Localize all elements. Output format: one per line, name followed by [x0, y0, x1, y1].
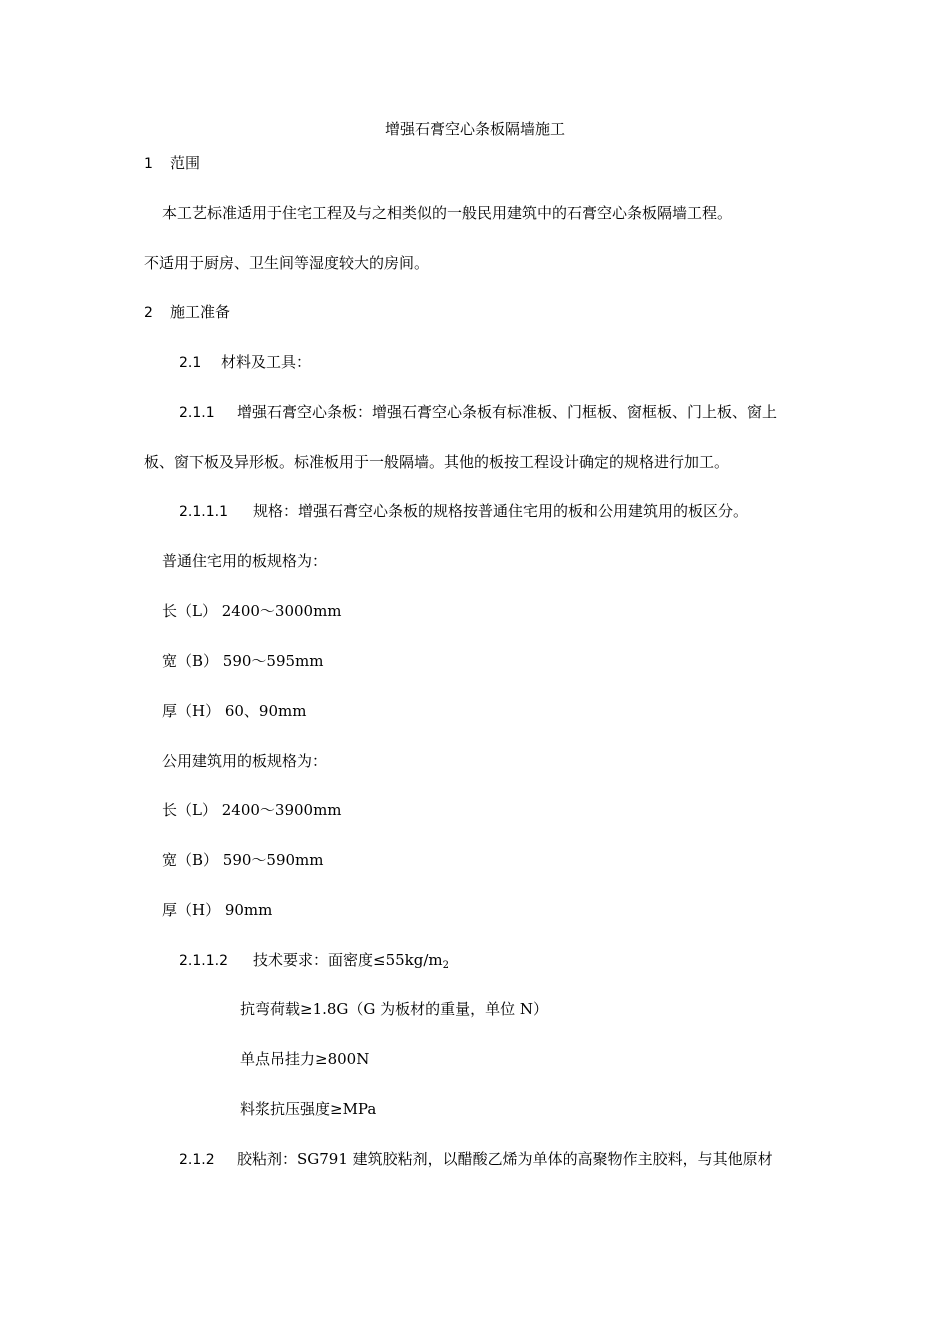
paragraph-continuation: 板、窗下板及异形板。标准板用于一般隔墙。其他的板按工程设计确定的规格进行加工。: [144, 453, 730, 471]
paragraph: 本工艺标准适用于住宅工程及与之相类似的一般民用建筑中的石膏空心条板隔墙工程。: [162, 204, 733, 222]
spec-width: 宽（B） 590～595mm: [162, 652, 324, 670]
subsection-text: 增强石膏空心条板：增强石膏空心条板有标准板、门框板、窗框板、门上板、窗上: [237, 403, 778, 421]
subsection-text: 胶粘剂：SG791 建筑胶粘剂，以醋酸乙烯为单体的高聚物作主胶料，与其他原材: [237, 1150, 773, 1168]
subsection-text: 技术要求：面密度≤55kg/m: [253, 951, 443, 969]
requirement-hanging-force: 单点吊挂力≥800N: [240, 1050, 370, 1068]
subsection-number: 2.1.1: [179, 405, 215, 421]
section-2-heading: [144, 302, 230, 323]
spec-length: 长（L） 2400～3000mm: [162, 602, 342, 620]
document-title: 增强石膏空心条板隔墙施工: [384, 120, 565, 138]
spec-heading-public: 公用建筑用的板规格为：: [162, 752, 328, 770]
subsection-number: 2.1.2: [179, 1152, 215, 1168]
section-number: 2: [144, 305, 153, 321]
requirement-slurry-strength: 料浆抗压强度≥MPa: [240, 1100, 377, 1118]
subsection-number: 2.1.1.1: [179, 504, 228, 520]
subsection-number: 2.1.1.2: [179, 953, 228, 969]
section-1-heading: [144, 153, 200, 174]
spec-thickness: 厚（H） 90mm: [162, 901, 273, 919]
section-title: 范围: [170, 154, 201, 172]
subsection-2-1: [179, 352, 311, 373]
spec-width: 宽（B） 590～590mm: [162, 851, 324, 869]
spec-heading-residential: 普通住宅用的板规格为：: [162, 552, 328, 570]
requirement-bending-load: 抗弯荷载≥1.8G（G 为板材的重量，单位 N）: [240, 1000, 549, 1018]
subsection-number: 2.1: [179, 355, 202, 371]
subsection-2-1-1-1: [179, 501, 748, 522]
subsection-2-1-1: [179, 402, 777, 423]
section-number: 1: [144, 156, 153, 172]
subsection-text: 材料及工具：: [221, 353, 312, 371]
section-title: 施工准备: [170, 303, 231, 321]
spec-thickness: 厚（H） 60、90mm: [162, 702, 307, 720]
subsection-2-1-2: [179, 1149, 773, 1170]
subsection-text: 规格：增强石膏空心条板的规格按普通住宅用的板和公用建筑用的板区分。: [253, 502, 749, 520]
spec-length: 长（L） 2400～3900mm: [162, 801, 342, 819]
unit-subscript: 2: [442, 960, 449, 971]
paragraph: 不适用于厨房、卫生间等湿度较大的房间。: [144, 254, 430, 272]
subsection-2-1-1-2: [179, 950, 449, 976]
